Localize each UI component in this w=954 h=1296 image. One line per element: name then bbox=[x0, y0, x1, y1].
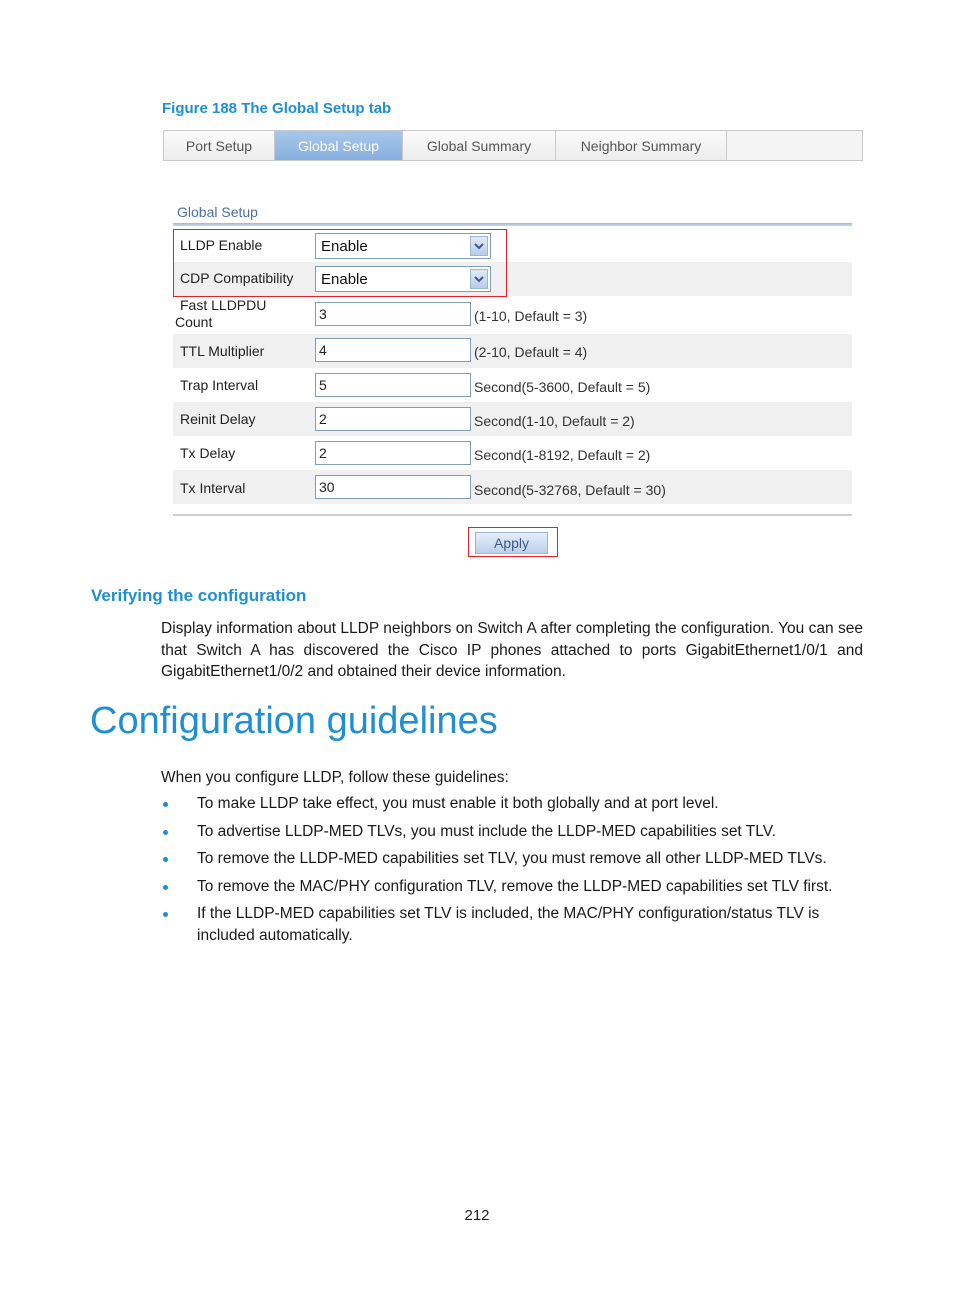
list-item bbox=[161, 876, 863, 898]
txinterval-hint: Second(5-32768, Default = 30) bbox=[474, 482, 666, 498]
row-fast-lldpdu bbox=[173, 296, 852, 334]
section-title: Global Setup bbox=[177, 204, 258, 220]
row-trap-interval bbox=[173, 368, 852, 402]
ttl-hint: (2-10, Default = 4) bbox=[474, 344, 588, 360]
txdelay-input[interactable] bbox=[315, 441, 471, 465]
reinit-label: Reinit Delay bbox=[180, 411, 256, 427]
trap-label: Trap Interval bbox=[180, 377, 259, 393]
row-tx-interval bbox=[173, 470, 852, 504]
guidelines-intro: When you configure LLDP, follow these guidelines: bbox=[161, 769, 509, 786]
fast-lldpdu-label-line1: Fast LLDPDU bbox=[180, 297, 267, 313]
list-item bbox=[161, 903, 863, 946]
list-item-text: To remove the MAC/PHY configuration TLV, remove the LLDP-MED capabilities set TLV first. bbox=[197, 877, 833, 895]
txinterval-label: Tx Interval bbox=[180, 480, 246, 496]
reinit-input[interactable] bbox=[315, 407, 471, 431]
lldp-enable-label: LLDP Enable bbox=[180, 237, 263, 253]
list-item bbox=[161, 821, 863, 843]
ttl-label: TTL Multiplier bbox=[180, 343, 265, 359]
list-item bbox=[161, 793, 863, 815]
tab-neighbor-summary[interactable]: Neighbor Summary bbox=[556, 131, 727, 160]
list-item-text: To remove the LLDP-MED capabilities set TLV, you must remove all other LLDP-MED TLVs. bbox=[197, 850, 827, 867]
txdelay-label: Tx Delay bbox=[180, 445, 236, 461]
txinterval-input[interactable] bbox=[315, 475, 471, 499]
ttl-input[interactable] bbox=[315, 338, 471, 362]
row-tx-delay bbox=[173, 436, 852, 470]
section-divider bbox=[173, 223, 852, 226]
fast-lldpdu-label bbox=[175, 297, 267, 331]
fast-lldpdu-label-line2: Count bbox=[175, 314, 213, 330]
form-bottom-divider bbox=[173, 514, 852, 516]
tab-bar bbox=[163, 130, 863, 161]
bullet-icon bbox=[163, 830, 168, 835]
trap-input[interactable] bbox=[315, 373, 471, 397]
tab-global-setup[interactable]: Global Setup bbox=[275, 131, 403, 160]
highlight-box bbox=[468, 527, 558, 557]
bullet-icon bbox=[163, 912, 168, 917]
tab-global-summary[interactable]: Global Summary bbox=[403, 131, 556, 160]
lldp-enable-value: Enable bbox=[321, 237, 368, 255]
list-item-text: To advertise LLDP-MED TLVs, you must include the LLDP-MED capabilities set TLV. bbox=[197, 822, 776, 840]
section-heading: Verifying the configuration bbox=[91, 586, 307, 605]
figure-caption: Figure 188 The Global Setup tab bbox=[162, 100, 392, 117]
txdelay-hint: Second(1-8192, Default = 2) bbox=[474, 447, 651, 463]
list-item-text: If the LLDP-MED capabilities set TLV is included, the MAC/PHY configuration/status TLV is included automatically. bbox=[197, 905, 820, 944]
cdp-compat-value: Enable bbox=[321, 270, 368, 288]
verify-paragraph: Display information about LLDP neighbors on Switch A after completing the configuration. You can see that Switch A has discovered the Cisco IP phones attached to ports GigabitEthernet1/0/1 and GigabitEthernet1/0/2 and obtained their device information. bbox=[161, 620, 863, 680]
reinit-hint: Second(1-10, Default = 2) bbox=[474, 413, 635, 429]
fast-lldpdu-input[interactable] bbox=[315, 302, 471, 326]
trap-hint: Second(5-3600, Default = 5) bbox=[474, 379, 651, 395]
list-item-text: To make LLDP take effect, you must enable it both globally and at port level. bbox=[197, 795, 719, 812]
fast-lldpdu-hint: (1-10, Default = 3) bbox=[474, 308, 588, 324]
highlight-box bbox=[173, 229, 507, 297]
bullet-icon bbox=[163, 885, 168, 890]
bullet-icon bbox=[163, 857, 168, 862]
bullet-icon bbox=[163, 802, 168, 807]
cdp-compat-label: CDP Compatibility bbox=[180, 270, 294, 286]
guidelines-list bbox=[161, 793, 863, 952]
row-reinit-delay bbox=[173, 402, 852, 436]
page-number: 212 bbox=[464, 1207, 490, 1224]
tab-port-setup[interactable]: Port Setup bbox=[164, 131, 275, 160]
page-title: Configuration guidelines bbox=[90, 700, 498, 742]
apply-button[interactable]: Apply bbox=[475, 532, 548, 554]
list-item bbox=[161, 848, 863, 870]
row-ttl-multiplier bbox=[173, 334, 852, 368]
